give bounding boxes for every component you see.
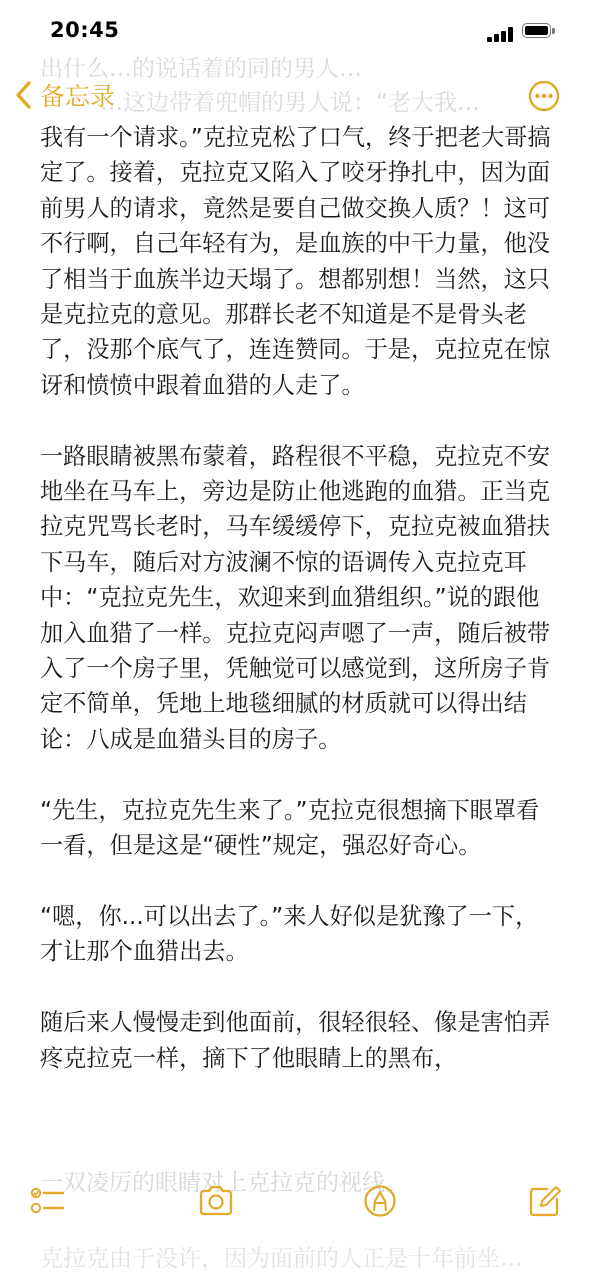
note-paragraph: 一路眼睛被黑布蒙着，路程很不平稳，克拉克不安地坐在马车上，旁边是防止他逃跑的血猎。正当克拉克咒骂长老时，马车缓缓停下，克拉克被血猎扶下马车，随后对方波澜不惊的语调传入克拉克耳中：“克拉克先生，欢迎来到血猎组织。”说的跟他加入血猎了一样。克拉克闷声嗯了一声，随后被带入了一个房子里，凭触觉可以感觉到，这所房子肯定不简单，凭地上地毯细腻的材质就可以得出结论：八成是血猎头目的房子。: [40, 442, 551, 753]
markup-button[interactable]: [362, 1184, 398, 1218]
navigation-bar: [0, 66, 591, 124]
checklist-icon: [30, 1184, 66, 1218]
cellular-signal-icon: [487, 27, 515, 42]
more-button[interactable]: [528, 80, 560, 112]
checklist-button[interactable]: [30, 1184, 66, 1218]
note-paragraph: “嗯，你...可以出去了。”来人好似是犹豫了一下，才让那个血猎出去。: [40, 902, 539, 966]
camera-icon: [198, 1184, 234, 1218]
note-body[interactable]: [40, 120, 560, 1111]
chevron-left-icon: [14, 80, 32, 110]
note-paragraph: 我有一个请求。”克拉克松了口气，终于把老大哥搞定了。接着，克拉克又陷入了咬牙挣扎中，因为面前男人的请求，竟然是要自己做交换人质？！这可不行啊，自己年轻有为，是血族的中干力量，他没了相当于血族半边天塌了。想都别想！当然，这只是克拉克的意见。那群长老不知道是不是骨头老了，没那个底气了，连连赞同。于是，克拉克在惊讶和愤愤中跟着血猎的人走了。: [40, 124, 551, 399]
markup-pen-icon: [362, 1184, 398, 1218]
status-time: 20:45: [50, 18, 120, 42]
camera-button[interactable]: [198, 1184, 234, 1218]
note-paragraph: 随后来人慢慢走到他面前，很轻很轻、像是害怕弄疼克拉克一样，摘下了他眼睛上的黑布，: [40, 1009, 551, 1072]
scrolled-text-line: 出什么…的说话着的同的男人…: [40, 56, 362, 82]
more-icon: [528, 80, 560, 112]
scrolled-text-line: …这边带着兜帽的男人说：“老大我…: [100, 90, 480, 116]
scrolled-text-line: 一双凌厉的眼睛对上克拉克的视线。: [40, 1170, 408, 1196]
scrolled-text-line: 克拉克由于没许，因为面前的人正是十年前坐…: [40, 1246, 523, 1272]
note-paragraph: “先生，克拉克先生来了。”克拉克很想摘下眼罩看一看，但是这是“硬性”规定，强忍好奇心。: [40, 796, 540, 860]
back-button-label: 备忘录: [40, 82, 116, 111]
status-bar: [0, 0, 591, 66]
battery-icon: [522, 23, 555, 40]
bottom-toolbar: [0, 1170, 591, 1234]
compose-button[interactable]: [527, 1184, 563, 1218]
compose-icon: [527, 1184, 563, 1218]
back-button[interactable]: [14, 76, 115, 114]
